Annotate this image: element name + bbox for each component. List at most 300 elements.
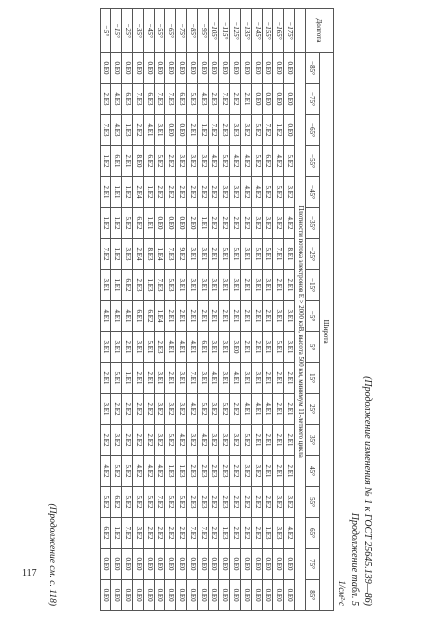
flux-value-cell: 7.E2 bbox=[100, 239, 111, 270]
flux-value-cell: 2.E1 bbox=[133, 363, 144, 394]
longitude-cell: −165° bbox=[273, 9, 284, 53]
flux-value-cell: 2.E2 bbox=[143, 394, 154, 425]
flux-value-cell: 3.E2 bbox=[262, 208, 273, 239]
flux-value-cell: 3.E1 bbox=[251, 270, 262, 301]
flux-value-cell: 5.E1 bbox=[143, 332, 154, 363]
flux-value-cell: 3.E2 bbox=[176, 394, 187, 425]
latitude-header-cell: −25° bbox=[306, 239, 320, 270]
flux-value-cell: 4.E2 bbox=[143, 456, 154, 487]
flux-value-cell: 3.E2 bbox=[187, 146, 198, 177]
flux-value-cell: 2.E3 bbox=[187, 456, 198, 487]
flux-value-cell: 5.E2 bbox=[241, 425, 252, 456]
flux-value-cell: 2.E2 bbox=[165, 518, 176, 549]
latitude-header-cell: 35° bbox=[306, 425, 320, 456]
flux-value-cell: 3.E3 bbox=[230, 115, 241, 146]
latitude-header-cell: 75° bbox=[306, 549, 320, 580]
flux-value-cell: 0.E0 bbox=[208, 580, 219, 611]
flux-value-cell: 3.E2 bbox=[165, 394, 176, 425]
flux-value-cell: 2.E3 bbox=[154, 332, 165, 363]
flux-value-cell: 0.E0 bbox=[122, 53, 133, 84]
flux-value-cell: 0.E0 bbox=[165, 53, 176, 84]
flux-value-cell: 0.E0 bbox=[284, 53, 295, 84]
flux-value-cell: 9.E2 bbox=[176, 239, 187, 270]
flux-value-cell: 1.E2 bbox=[143, 177, 154, 208]
flux-value-cell: 2.E2 bbox=[241, 208, 252, 239]
flux-value-cell: 5.E1 bbox=[219, 239, 230, 270]
flux-value-cell: 0.E0 bbox=[230, 580, 241, 611]
flux-value-cell: 1.E2 bbox=[111, 518, 122, 549]
flux-value-cell: 2.E3 bbox=[133, 270, 144, 301]
flux-value-cell: 0.E0 bbox=[165, 208, 176, 239]
flux-value-cell: 3.E2 bbox=[208, 394, 219, 425]
flux-value-cell: 0.E0 bbox=[197, 549, 208, 580]
longitude-cell: −75° bbox=[176, 9, 187, 53]
flux-value-cell: 4.E2 bbox=[284, 518, 295, 549]
longitude-cell: −135° bbox=[241, 9, 252, 53]
flux-value-cell: 0.E0 bbox=[176, 549, 187, 580]
flux-value-cell: 2.E1 bbox=[262, 301, 273, 332]
flux-value-cell: 3.E2 bbox=[219, 177, 230, 208]
flux-value-cell: 2.E2 bbox=[230, 84, 241, 115]
flux-value-cell: 3.E2 bbox=[197, 146, 208, 177]
flux-value-cell: 3.E1 bbox=[230, 270, 241, 301]
longitude-cell: −65° bbox=[165, 9, 176, 53]
longitude-cell: −155° bbox=[262, 9, 273, 53]
flux-value-cell: 6.E2 bbox=[133, 208, 144, 239]
flux-value-cell: 3.E0 bbox=[230, 332, 241, 363]
flux-value-cell: 0.E0 bbox=[133, 580, 144, 611]
latitude-header-cell: −55° bbox=[306, 146, 320, 177]
table-row bbox=[262, 9, 273, 611]
flux-value-cell: 5.E2 bbox=[284, 146, 295, 177]
flux-value-cell: 2.E2 bbox=[208, 177, 219, 208]
flux-value-cell: 5.E2 bbox=[219, 146, 230, 177]
flux-value-cell: 0.E0 bbox=[143, 580, 154, 611]
flux-value-cell: 2.E2 bbox=[219, 208, 230, 239]
flux-value-cell: 3.E1 bbox=[251, 363, 262, 394]
flux-value-cell: 3.E2 bbox=[284, 487, 295, 518]
flux-value-cell: 2.E2 bbox=[165, 177, 176, 208]
flux-value-cell: 2.E2 bbox=[133, 115, 144, 146]
flux-value-cell: 2.E3 bbox=[208, 456, 219, 487]
flux-value-cell: 2.E2 bbox=[111, 394, 122, 425]
flux-value-cell: 0.E0 bbox=[219, 549, 230, 580]
flux-value-cell: 2.E1 bbox=[122, 146, 133, 177]
flux-value-cell: 4.E2 bbox=[100, 456, 111, 487]
flux-value-cell: 5.E2 bbox=[154, 146, 165, 177]
flux-value-cell: 2.E1 bbox=[241, 301, 252, 332]
flux-value-cell: 0.E0 bbox=[273, 84, 284, 115]
flux-value-cell: 0.E0 bbox=[208, 53, 219, 84]
flux-value-cell: 2.E1 bbox=[241, 332, 252, 363]
latitude-header-cell: 5° bbox=[306, 332, 320, 363]
longitude-cell: −105° bbox=[208, 9, 219, 53]
flux-value-cell: 3.E1 bbox=[284, 332, 295, 363]
flux-value-cell: 4.E2 bbox=[176, 425, 187, 456]
flux-value-cell: 4.E2 bbox=[251, 177, 262, 208]
flux-value-cell: 2.E1 bbox=[273, 363, 284, 394]
flux-value-cell: 5.E2 bbox=[165, 425, 176, 456]
flux-value-cell: 2.E1 bbox=[208, 301, 219, 332]
flux-value-cell: 0.E0 bbox=[251, 580, 262, 611]
flux-value-cell: 2.E1 bbox=[251, 425, 262, 456]
flux-value-cell: 2.E1 bbox=[251, 332, 262, 363]
flux-value-cell: 4.E3 bbox=[111, 84, 122, 115]
flux-value-cell: 3.E1 bbox=[154, 363, 165, 394]
flux-value-cell: 2.E2 bbox=[251, 487, 262, 518]
flux-value-cell: 5.E1 bbox=[273, 332, 284, 363]
flux-value-cell: 2.E1 bbox=[284, 363, 295, 394]
flux-value-cell: 8.E0 bbox=[133, 146, 144, 177]
flux-value-cell: 3.E3 bbox=[122, 239, 133, 270]
flux-value-cell: 0.E0 bbox=[230, 53, 241, 84]
table-row bbox=[208, 9, 219, 611]
longitude-cell: −55° bbox=[154, 9, 165, 53]
flux-value-cell: 0.E0 bbox=[284, 549, 295, 580]
flux-value-cell: 3.E1 bbox=[284, 301, 295, 332]
flux-value-cell: 2.E1 bbox=[165, 301, 176, 332]
table-row bbox=[154, 9, 165, 611]
table-row bbox=[165, 9, 176, 611]
flux-value-cell: 5.E2 bbox=[197, 394, 208, 425]
latitude-group-header: Широта bbox=[320, 53, 334, 611]
flux-value-cell: 3.E2 bbox=[230, 177, 241, 208]
flux-value-cell: 4.E2 bbox=[197, 425, 208, 456]
flux-value-cell: 2.E1 bbox=[273, 425, 284, 456]
flux-value-cell: 2.E2 bbox=[143, 518, 154, 549]
flux-value-cell: 0.E0 bbox=[176, 53, 187, 84]
flux-value-cell: 3.E1 bbox=[197, 270, 208, 301]
flux-value-cell: 4.E1 bbox=[187, 332, 198, 363]
latitude-header-cell: −15° bbox=[306, 270, 320, 301]
latitude-header-cell: −35° bbox=[306, 208, 320, 239]
flux-value-cell: 0.E0 bbox=[273, 53, 284, 84]
longitude-cell: −145° bbox=[251, 9, 262, 53]
longitude-cell: −85° bbox=[187, 9, 198, 53]
latitude-header-cell: 85° bbox=[306, 580, 320, 611]
caption-spacer bbox=[295, 9, 306, 53]
flux-value-cell: 5.E2 bbox=[176, 487, 187, 518]
flux-value-cell: 3.E1 bbox=[219, 363, 230, 394]
flux-value-cell: 3.E1 bbox=[176, 363, 187, 394]
flux-value-cell: 5.E3 bbox=[187, 84, 198, 115]
flux-value-cell: 4.E1 bbox=[251, 394, 262, 425]
flux-value-cell: 4.E1 bbox=[100, 301, 111, 332]
flux-value-cell: 3.E2 bbox=[230, 425, 241, 456]
flux-value-cell: 1.E2 bbox=[197, 115, 208, 146]
caption-row bbox=[295, 9, 306, 611]
flux-value-cell: 0.E0 bbox=[154, 580, 165, 611]
flux-value-cell: 3.E2 bbox=[154, 394, 165, 425]
flux-value-cell: 0.E0 bbox=[176, 208, 187, 239]
flux-value-cell: 2.E1 bbox=[284, 394, 295, 425]
flux-value-cell: 2.E2 bbox=[208, 487, 219, 518]
flux-value-cell: 2.E1 bbox=[187, 301, 198, 332]
flux-value-cell: 2.E1 bbox=[187, 115, 198, 146]
flux-value-cell: 1.E2 bbox=[111, 208, 122, 239]
flux-value-cell: 5.E2 bbox=[165, 487, 176, 518]
flux-value-cell: 3.E2 bbox=[251, 456, 262, 487]
flux-value-cell: 0.E0 bbox=[154, 549, 165, 580]
flux-value-cell: 2.E2 bbox=[154, 518, 165, 549]
flux-value-cell: 0.E0 bbox=[241, 580, 252, 611]
latitude-header-row bbox=[306, 9, 320, 611]
flux-value-cell: 4.E2 bbox=[133, 456, 144, 487]
flux-value-cell: 5.E1 bbox=[111, 363, 122, 394]
flux-value-cell: 7.E3 bbox=[100, 115, 111, 146]
flux-value-cell: 2.E2 bbox=[230, 456, 241, 487]
longitude-cell: −95° bbox=[197, 9, 208, 53]
flux-value-cell: 0.E0 bbox=[187, 580, 198, 611]
table-row bbox=[230, 9, 241, 611]
flux-value-cell: 0.E0 bbox=[273, 580, 284, 611]
flux-value-cell: 0.E0 bbox=[122, 580, 133, 611]
latitude-header-cell: −65° bbox=[306, 115, 320, 146]
flux-value-cell: 0.E0 bbox=[187, 549, 198, 580]
longitude-cell: −35° bbox=[133, 9, 144, 53]
table-row bbox=[284, 9, 295, 611]
flux-value-cell: 7.E3 bbox=[133, 84, 144, 115]
flux-value-cell: 2.E1 bbox=[197, 301, 208, 332]
flux-value-cell: 1.E3 bbox=[262, 518, 273, 549]
latitude-header-cell: 45° bbox=[306, 456, 320, 487]
flux-value-cell: 2.E2 bbox=[133, 394, 144, 425]
flux-value-cell: 2.E1 bbox=[122, 332, 133, 363]
flux-value-cell: 7.E2 bbox=[122, 518, 133, 549]
flux-value-cell: 6.E2 bbox=[111, 487, 122, 518]
flux-value-cell: 3.E1 bbox=[187, 270, 198, 301]
flux-value-cell: 0.E0 bbox=[154, 53, 165, 84]
flux-value-cell: 3.E2 bbox=[176, 146, 187, 177]
flux-value-cell: 3.E2 bbox=[208, 425, 219, 456]
flux-value-cell: 2.E2 bbox=[251, 518, 262, 549]
flux-value-cell: 5.E2 bbox=[122, 208, 133, 239]
flux-value-cell: 2.E1 bbox=[241, 84, 252, 115]
flux-value-cell: 3.E1 bbox=[262, 332, 273, 363]
flux-value-cell: 2.E2 bbox=[165, 146, 176, 177]
flux-value-cell: 2.E2 bbox=[208, 518, 219, 549]
flux-value-cell: 2.E1 bbox=[284, 270, 295, 301]
flux-value-cell: 0.E0 bbox=[241, 549, 252, 580]
flux-value-cell: 0.E0 bbox=[133, 549, 144, 580]
flux-value-cell: 2.E2 bbox=[241, 518, 252, 549]
flux-value-cell: 3.E2 bbox=[284, 177, 295, 208]
flux-value-cell: 4.E2 bbox=[187, 394, 198, 425]
flux-value-cell: 3.E2 bbox=[241, 115, 252, 146]
flux-value-cell: 6.E1 bbox=[133, 301, 144, 332]
flux-value-cell: 3.E1 bbox=[197, 363, 208, 394]
table-continuation-label: Продолжение табл. 5 bbox=[349, 512, 360, 606]
flux-value-cell: 0.E0 bbox=[176, 580, 187, 611]
flux-value-cell: 3.E3 bbox=[273, 518, 284, 549]
flux-value-cell: 0.E0 bbox=[284, 580, 295, 611]
flux-value-cell: 4.E1 bbox=[262, 394, 273, 425]
table-body bbox=[100, 9, 305, 611]
flux-value-cell: 5.E2 bbox=[122, 487, 133, 518]
flux-value-cell: 0.E0 bbox=[273, 549, 284, 580]
latitude-header-cell: −75° bbox=[306, 84, 320, 115]
flux-value-cell: 3.E1 bbox=[100, 270, 111, 301]
flux-value-cell: 0.E0 bbox=[284, 115, 295, 146]
table-row bbox=[100, 9, 111, 611]
flux-value-cell: 2.E1 bbox=[230, 301, 241, 332]
flux-value-cell: 1.E2 bbox=[100, 208, 111, 239]
flux-value-cell: 6.E1 bbox=[197, 332, 208, 363]
flux-value-cell: 6.E2 bbox=[100, 518, 111, 549]
page-number: 117 bbox=[22, 568, 37, 579]
flux-value-cell: 2.E1 bbox=[284, 425, 295, 456]
flux-value-cell: 4.E1 bbox=[241, 394, 252, 425]
flux-value-cell: 3.E2 bbox=[219, 425, 230, 456]
table-row bbox=[187, 9, 198, 611]
flux-value-cell: 4.E2 bbox=[241, 177, 252, 208]
flux-value-cell: 2.E1 bbox=[262, 363, 273, 394]
flux-value-cell: 3.E1 bbox=[197, 239, 208, 270]
flux-value-cell: 2.E2 bbox=[197, 177, 208, 208]
flux-value-cell: 4.E1 bbox=[143, 115, 154, 146]
flux-value-cell: 1.E3 bbox=[176, 456, 187, 487]
flux-value-cell: 4.E2 bbox=[208, 146, 219, 177]
table-row bbox=[251, 9, 262, 611]
flux-value-cell: 2.E2 bbox=[187, 177, 198, 208]
flux-value-cell: 2.E1 bbox=[262, 425, 273, 456]
flux-value-cell: 7.E2 bbox=[219, 84, 230, 115]
flux-value-cell: 7.E2 bbox=[154, 487, 165, 518]
flux-value-cell: 0.E0 bbox=[165, 549, 176, 580]
longitude-cell: −25° bbox=[122, 9, 133, 53]
flux-value-cell: 1.E2 bbox=[122, 177, 133, 208]
flux-value-cell: 2.E2 bbox=[230, 208, 241, 239]
flux-value-cell: 2.E4 bbox=[133, 177, 144, 208]
latitude-header-cell: 65° bbox=[306, 518, 320, 549]
longitude-cell: −45° bbox=[143, 9, 154, 53]
flux-value-cell: 0.E0 bbox=[122, 549, 133, 580]
flux-value-cell: 2.E1 bbox=[273, 456, 284, 487]
flux-value-cell: 0.E0 bbox=[219, 53, 230, 84]
flux-value-cell: 6.E3 bbox=[122, 84, 133, 115]
flux-value-cell: 0.E0 bbox=[165, 115, 176, 146]
longitude-cell: −115° bbox=[219, 9, 230, 53]
flux-value-cell: 2.E1 bbox=[262, 456, 273, 487]
flux-value-cell: 2.E1 bbox=[284, 456, 295, 487]
flux-value-cell: 7.E2 bbox=[208, 115, 219, 146]
flux-value-cell: 0.E0 bbox=[143, 53, 154, 84]
flux-value-cell: 3.E1 bbox=[133, 332, 144, 363]
flux-value-cell: 2.E1 bbox=[273, 270, 284, 301]
flux-value-cell: 3.E1 bbox=[273, 301, 284, 332]
flux-value-cell: 4.E1 bbox=[165, 332, 176, 363]
flux-value-cell: 3.E1 bbox=[219, 332, 230, 363]
flux-value-cell: 1.E1 bbox=[122, 363, 133, 394]
flux-value-cell: 2.E1 bbox=[208, 239, 219, 270]
rotated-content bbox=[32, 8, 382, 610]
flux-value-cell: 2.E2 bbox=[122, 394, 133, 425]
flux-value-cell: 3.E2 bbox=[273, 208, 284, 239]
flux-value-cell: 3.E1 bbox=[219, 270, 230, 301]
flux-value-cell: 0.E0 bbox=[197, 53, 208, 84]
flux-value-cell: 3.E2 bbox=[154, 425, 165, 456]
flux-value-cell: 1.E2 bbox=[100, 146, 111, 177]
flux-value-cell: 0.E0 bbox=[262, 549, 273, 580]
flux-value-cell: 5.E2 bbox=[111, 456, 122, 487]
flux-value-cell: 0.E0 bbox=[154, 208, 165, 239]
flux-value-cell: 0.E0 bbox=[197, 580, 208, 611]
table-row bbox=[273, 9, 284, 611]
flux-value-cell: 2.E2 bbox=[122, 425, 133, 456]
table-row bbox=[219, 9, 230, 611]
flux-value-cell: 2.E1 bbox=[241, 270, 252, 301]
flux-value-cell: 0.E0 bbox=[251, 84, 262, 115]
flux-value-cell: 0.E0 bbox=[219, 580, 230, 611]
flux-value-cell: 5.E2 bbox=[219, 394, 230, 425]
flux-value-cell: 2.E3 bbox=[219, 487, 230, 518]
flux-value-cell: 1.E3 bbox=[143, 270, 154, 301]
flux-value-cell: 3.E1 bbox=[154, 115, 165, 146]
flux-value-cell: 0.E0 bbox=[176, 115, 187, 146]
flux-value-cell: 4.E1 bbox=[176, 332, 187, 363]
continuation-footer: (Продолжение см. с. 118) bbox=[47, 503, 57, 606]
flux-value-cell: 2.E1 bbox=[100, 363, 111, 394]
flux-value-cell: 3.E2 bbox=[133, 518, 144, 549]
flux-value-cell: 1.E2 bbox=[111, 239, 122, 270]
flux-value-cell: 2.E1 bbox=[251, 301, 262, 332]
latitude-header-cell: −5° bbox=[306, 301, 320, 332]
flux-value-cell: 3.E2 bbox=[241, 456, 252, 487]
flux-value-cell: 2.E3 bbox=[197, 456, 208, 487]
flux-value-cell: 7.E2 bbox=[187, 518, 198, 549]
flux-value-cell: 6.E2 bbox=[143, 146, 154, 177]
flux-value-cell: 3.E1 bbox=[208, 332, 219, 363]
flux-value-cell: 3.E1 bbox=[262, 270, 273, 301]
flux-value-cell: 4.E2 bbox=[241, 146, 252, 177]
flux-value-cell: 5.E2 bbox=[143, 487, 154, 518]
flux-value-cell: 0.E0 bbox=[230, 549, 241, 580]
flux-value-cell: 3.E1 bbox=[176, 270, 187, 301]
flux-value-cell: 1.E3 bbox=[165, 456, 176, 487]
flux-value-cell: 5.E2 bbox=[100, 487, 111, 518]
flux-value-cell: 3.E1 bbox=[208, 270, 219, 301]
flux-value-cell: 5.E2 bbox=[262, 177, 273, 208]
longitude-cell: −15° bbox=[111, 9, 122, 53]
flux-value-cell: 3.E1 bbox=[241, 239, 252, 270]
flux-value-cell: 5.E2 bbox=[133, 487, 144, 518]
flux-value-cell: 5.E2 bbox=[251, 115, 262, 146]
flux-value-cell: 2.E2 bbox=[241, 487, 252, 518]
flux-value-cell: 0.E0 bbox=[165, 580, 176, 611]
flux-value-cell: 0.E0 bbox=[284, 84, 295, 115]
flux-value-cell: 1.E3 bbox=[122, 115, 133, 146]
flux-value-cell: 1.E4 bbox=[154, 301, 165, 332]
latitude-header-cell: 25° bbox=[306, 394, 320, 425]
flux-value-cell: 0.E0 bbox=[241, 53, 252, 84]
flux-value-cell: 4.E1 bbox=[111, 301, 122, 332]
flux-value-cell: 3.E1 bbox=[241, 363, 252, 394]
flux-value-cell: 0.E0 bbox=[262, 580, 273, 611]
flux-value-cell: 2.E1 bbox=[273, 394, 284, 425]
latitude-header-cell: 55° bbox=[306, 487, 320, 518]
flux-value-cell: 6.E1 bbox=[111, 146, 122, 177]
flux-value-cell: 3.E2 bbox=[187, 425, 198, 456]
flux-value-cell: 5.E2 bbox=[273, 177, 284, 208]
flux-value-cell: 4.E1 bbox=[122, 301, 133, 332]
table-row bbox=[241, 9, 252, 611]
flux-value-cell: 1.E1 bbox=[197, 208, 208, 239]
flux-value-cell: 2.E1 bbox=[219, 301, 230, 332]
flux-value-cell: 0.E0 bbox=[111, 580, 122, 611]
flux-value-cell: 2.E2 bbox=[230, 518, 241, 549]
flux-value-cell: 7.E2 bbox=[197, 518, 208, 549]
longitude-header: Долгота bbox=[306, 9, 334, 53]
